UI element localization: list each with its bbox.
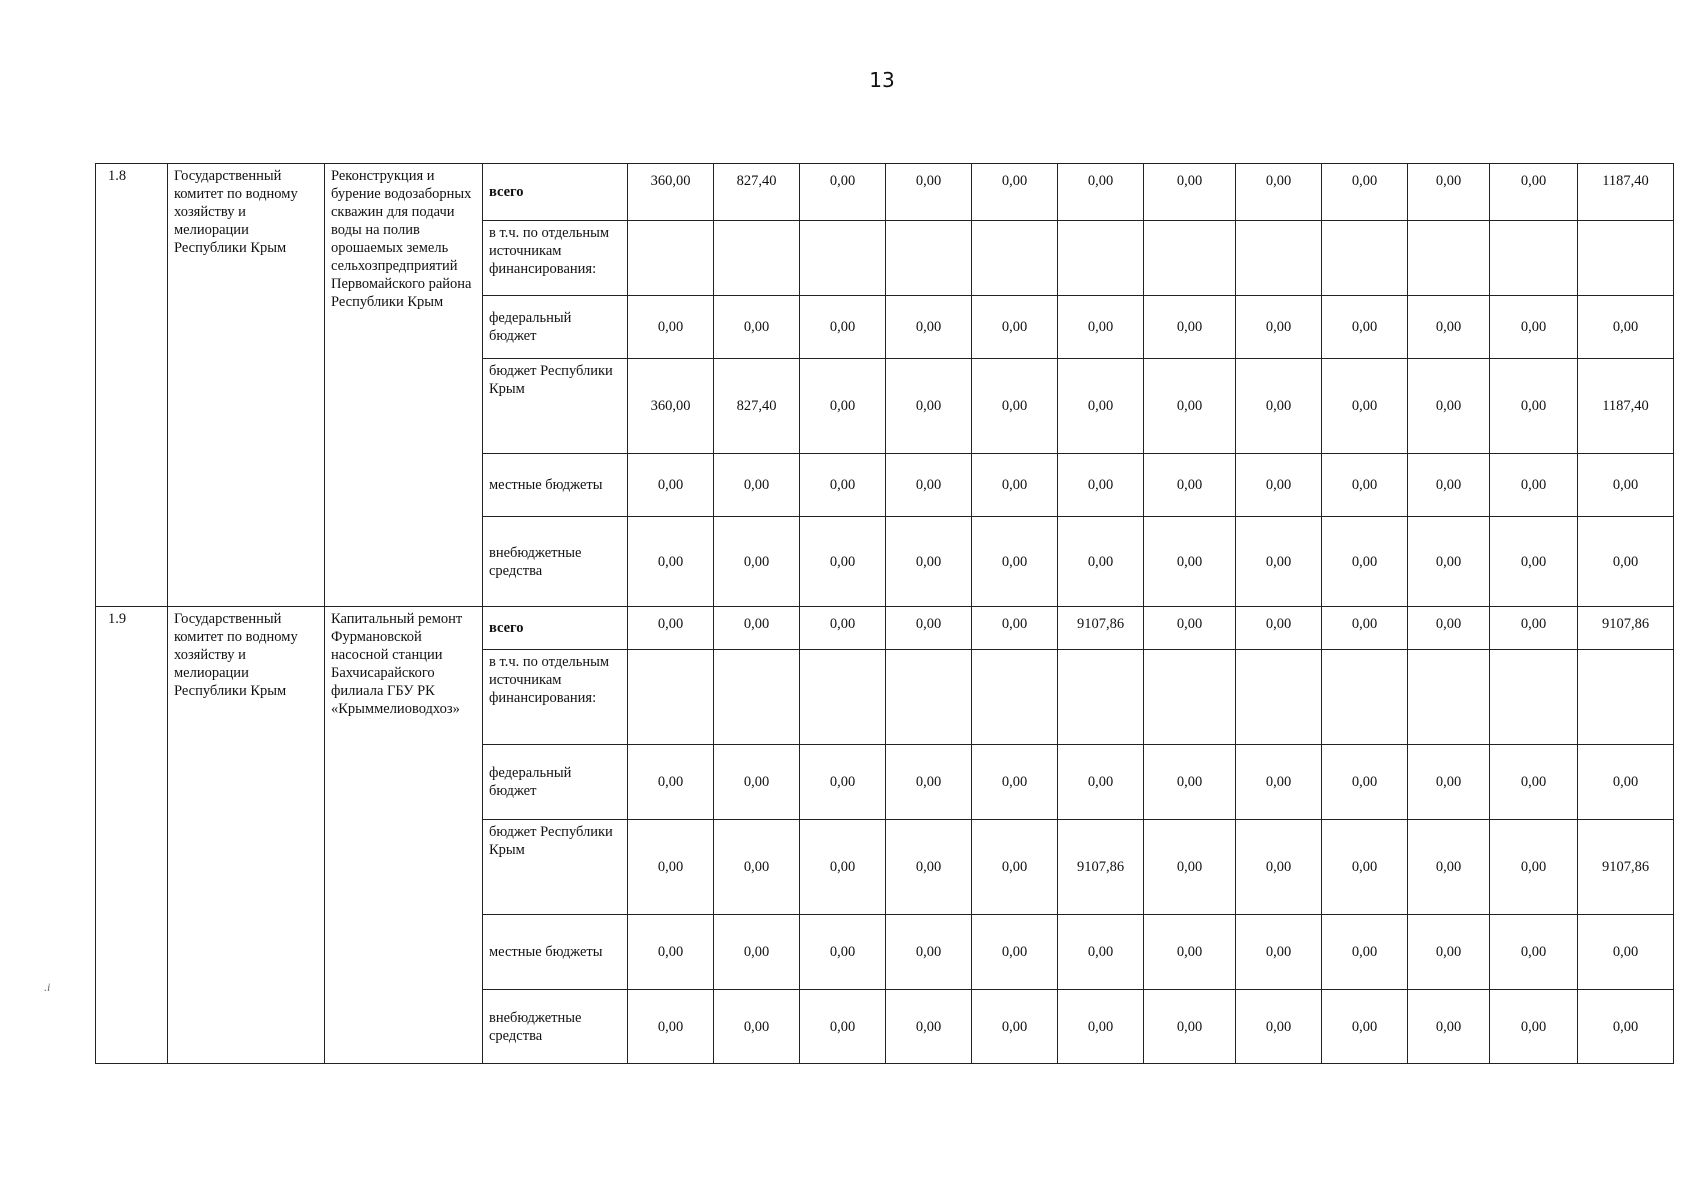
funding-source-label: всего [483, 164, 628, 221]
value-cell: 0,00 [800, 820, 886, 915]
value-cell: 0,00 [1322, 820, 1408, 915]
value-cell: 0,00 [972, 164, 1058, 221]
value-cell: 0,00 [1578, 915, 1674, 990]
value-cell: 9107,86 [1578, 820, 1674, 915]
row-number: 1.8 [96, 164, 168, 607]
value-cell: 0,00 [1236, 359, 1322, 454]
value-cell [1578, 650, 1674, 745]
value-cell: 0,00 [1490, 745, 1578, 820]
value-cell [886, 221, 972, 296]
value-cell: 0,00 [714, 454, 800, 517]
value-cell: 0,00 [1322, 454, 1408, 517]
value-cell: 0,00 [628, 915, 714, 990]
value-cell: 0,00 [886, 454, 972, 517]
value-cell: 0,00 [1058, 990, 1144, 1064]
funding-source-label: местные бюджеты [483, 915, 628, 990]
value-cell [1236, 221, 1322, 296]
table-row [96, 607, 1674, 650]
funding-source-label: всего [483, 607, 628, 650]
value-cell: 0,00 [800, 607, 886, 650]
value-cell: 0,00 [972, 820, 1058, 915]
value-cell: 0,00 [1490, 990, 1578, 1064]
value-cell: 0,00 [1490, 454, 1578, 517]
value-cell: 0,00 [1058, 915, 1144, 990]
value-cell [800, 650, 886, 745]
value-cell: 0,00 [800, 915, 886, 990]
value-cell [714, 650, 800, 745]
value-cell: 0,00 [800, 359, 886, 454]
value-cell: 0,00 [1236, 915, 1322, 990]
table-body [96, 164, 1674, 1064]
value-cell: 0,00 [1236, 990, 1322, 1064]
value-cell: 0,00 [1058, 296, 1144, 359]
value-cell: 0,00 [1236, 607, 1322, 650]
value-cell: 0,00 [1058, 164, 1144, 221]
value-cell [1144, 650, 1236, 745]
funding-source-label: бюджет Республики Крым [483, 820, 628, 915]
value-cell: 0,00 [1144, 454, 1236, 517]
value-cell [886, 650, 972, 745]
value-cell [1578, 221, 1674, 296]
value-cell: 0,00 [1322, 607, 1408, 650]
funding-source-label: федеральный бюджет [483, 296, 628, 359]
value-cell: 9107,86 [1058, 820, 1144, 915]
value-cell: 827,40 [714, 164, 800, 221]
value-cell: 0,00 [800, 454, 886, 517]
value-cell: 0,00 [1322, 915, 1408, 990]
value-cell [1408, 650, 1490, 745]
value-cell: 0,00 [1058, 454, 1144, 517]
margin-mark: .i [44, 980, 51, 994]
value-cell: 0,00 [1408, 164, 1490, 221]
value-cell: 0,00 [714, 990, 800, 1064]
value-cell: 0,00 [1408, 820, 1490, 915]
value-cell: 0,00 [1490, 820, 1578, 915]
value-cell: 0,00 [1490, 607, 1578, 650]
value-cell [628, 221, 714, 296]
value-cell: 0,00 [714, 517, 800, 607]
value-cell: 0,00 [1144, 517, 1236, 607]
value-cell: 0,00 [1058, 517, 1144, 607]
value-cell: 0,00 [972, 607, 1058, 650]
value-cell: 0,00 [1490, 359, 1578, 454]
funding-source-label: внебюджетные средства [483, 990, 628, 1064]
value-cell: 0,00 [800, 517, 886, 607]
value-cell: 0,00 [1322, 517, 1408, 607]
value-cell: 0,00 [1578, 296, 1674, 359]
value-cell: 0,00 [628, 990, 714, 1064]
value-cell: 0,00 [1236, 820, 1322, 915]
value-cell [800, 221, 886, 296]
value-cell: 0,00 [1236, 517, 1322, 607]
value-cell [714, 221, 800, 296]
executor-cell: Государственный комитет по водному хозяйству и мелиорации Республики Крым [168, 164, 325, 607]
row-number: 1.9 [96, 607, 168, 1064]
value-cell: 0,00 [1578, 745, 1674, 820]
value-cell [972, 650, 1058, 745]
value-cell: 0,00 [972, 517, 1058, 607]
value-cell [1058, 221, 1144, 296]
value-cell: 0,00 [886, 915, 972, 990]
value-cell: 0,00 [1408, 745, 1490, 820]
funding-source-label: бюджет Республики Крым [483, 359, 628, 454]
value-cell: 0,00 [1408, 359, 1490, 454]
value-cell: 0,00 [714, 820, 800, 915]
value-cell: 0,00 [628, 296, 714, 359]
value-cell: 0,00 [800, 745, 886, 820]
value-cell: 360,00 [628, 359, 714, 454]
value-cell: 0,00 [972, 296, 1058, 359]
value-cell: 0,00 [1144, 820, 1236, 915]
funding-source-label: местные бюджеты [483, 454, 628, 517]
value-cell [1490, 221, 1578, 296]
value-cell: 0,00 [714, 745, 800, 820]
value-cell: 0,00 [1578, 990, 1674, 1064]
value-cell: 0,00 [1490, 164, 1578, 221]
value-cell: 0,00 [972, 745, 1058, 820]
value-cell: 0,00 [1408, 990, 1490, 1064]
activity-cell: Капитальный ремонт Фурмановской насосной станции Бахчисарайского филиала ГБУ РК «Крыммелиоводхоз» [325, 607, 483, 1064]
value-cell: 0,00 [1144, 607, 1236, 650]
value-cell: 0,00 [1490, 517, 1578, 607]
value-cell: 0,00 [1322, 745, 1408, 820]
value-cell: 0,00 [1236, 164, 1322, 221]
value-cell [1408, 221, 1490, 296]
value-cell: 0,00 [972, 454, 1058, 517]
value-cell: 0,00 [972, 359, 1058, 454]
value-cell: 0,00 [1322, 990, 1408, 1064]
value-cell: 0,00 [886, 990, 972, 1064]
value-cell [1236, 650, 1322, 745]
value-cell: 0,00 [1408, 296, 1490, 359]
activity-cell: Реконструкция и бурение водозаборных скважин для подачи воды на полив орошаемых земель сельхозпредприятий Первомайского района Республики Крым [325, 164, 483, 607]
table-row [96, 164, 1674, 221]
value-cell: 0,00 [714, 296, 800, 359]
value-cell: 0,00 [1144, 745, 1236, 820]
value-cell: 0,00 [628, 517, 714, 607]
value-cell: 0,00 [628, 454, 714, 517]
value-cell: 360,00 [628, 164, 714, 221]
value-cell: 0,00 [1490, 296, 1578, 359]
value-cell: 0,00 [714, 915, 800, 990]
value-cell: 0,00 [1144, 359, 1236, 454]
value-cell [1322, 221, 1408, 296]
financing-table [95, 163, 1674, 1064]
value-cell: 0,00 [714, 607, 800, 650]
value-cell: 9107,86 [1058, 607, 1144, 650]
value-cell: 0,00 [1322, 359, 1408, 454]
value-cell: 0,00 [1490, 915, 1578, 990]
value-cell: 0,00 [886, 745, 972, 820]
value-cell: 0,00 [1144, 296, 1236, 359]
value-cell: 0,00 [800, 990, 886, 1064]
value-cell: 0,00 [628, 820, 714, 915]
value-cell: 0,00 [1058, 359, 1144, 454]
value-cell: 0,00 [972, 990, 1058, 1064]
value-cell: 0,00 [1408, 454, 1490, 517]
value-cell [1322, 650, 1408, 745]
value-cell: 0,00 [1578, 454, 1674, 517]
value-cell: 0,00 [1144, 915, 1236, 990]
value-cell [1058, 650, 1144, 745]
value-cell: 0,00 [972, 915, 1058, 990]
funding-source-label: в т.ч. по отдельным источникам финансирования: [483, 221, 628, 296]
value-cell: 0,00 [628, 607, 714, 650]
page-number: 13 [869, 68, 895, 92]
funding-source-label: федеральный бюджет [483, 745, 628, 820]
value-cell: 0,00 [886, 296, 972, 359]
value-cell: 0,00 [1236, 745, 1322, 820]
value-cell: 0,00 [1144, 164, 1236, 221]
value-cell: 0,00 [886, 164, 972, 221]
value-cell: 0,00 [1408, 517, 1490, 607]
value-cell: 0,00 [886, 517, 972, 607]
value-cell: 0,00 [1236, 454, 1322, 517]
value-cell: 0,00 [886, 359, 972, 454]
value-cell [628, 650, 714, 745]
value-cell: 0,00 [1408, 607, 1490, 650]
value-cell: 1187,40 [1578, 164, 1674, 221]
funding-source-label: в т.ч. по отдельным источникам финансирования: [483, 650, 628, 745]
executor-cell: Государственный комитет по водному хозяйству и мелиорации Республики Крым [168, 607, 325, 1064]
value-cell [1144, 221, 1236, 296]
value-cell: 0,00 [1578, 517, 1674, 607]
value-cell: 0,00 [1058, 745, 1144, 820]
value-cell: 1187,40 [1578, 359, 1674, 454]
value-cell: 9107,86 [1578, 607, 1674, 650]
value-cell [972, 221, 1058, 296]
value-cell [1490, 650, 1578, 745]
value-cell: 0,00 [800, 296, 886, 359]
value-cell: 0,00 [1322, 164, 1408, 221]
value-cell: 0,00 [800, 164, 886, 221]
value-cell: 827,40 [714, 359, 800, 454]
value-cell: 0,00 [1144, 990, 1236, 1064]
funding-source-label: внебюджетные средства [483, 517, 628, 607]
value-cell: 0,00 [628, 745, 714, 820]
value-cell: 0,00 [886, 820, 972, 915]
value-cell: 0,00 [1322, 296, 1408, 359]
value-cell: 0,00 [1236, 296, 1322, 359]
value-cell: 0,00 [886, 607, 972, 650]
value-cell: 0,00 [1408, 915, 1490, 990]
